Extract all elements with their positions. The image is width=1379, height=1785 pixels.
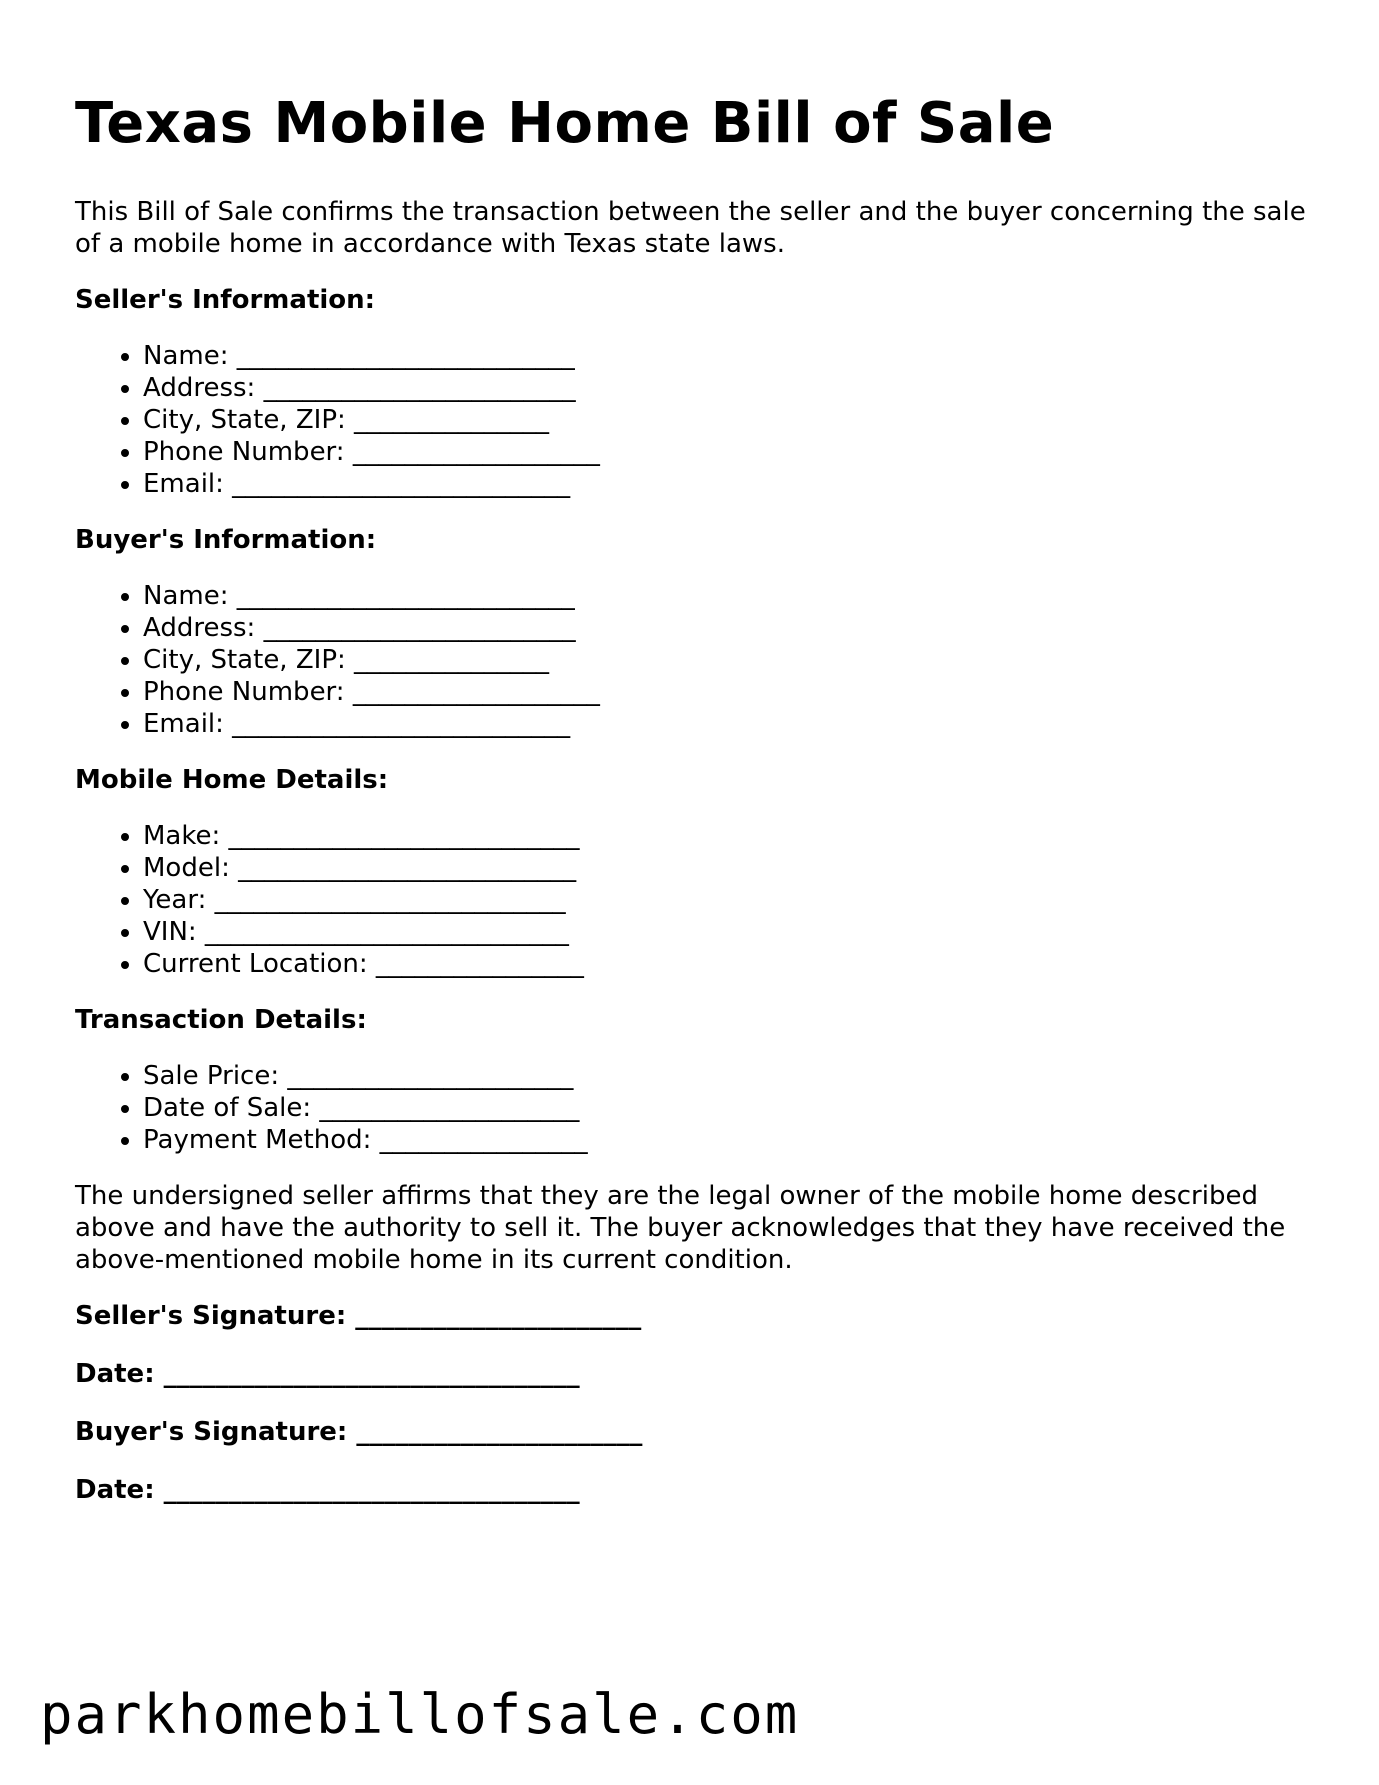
transaction-section-heading: Transaction Details: <box>75 1005 367 1036</box>
seller-city-state-zip-field: • City, State, ZIP: _______________ <box>143 404 1315 436</box>
buyer-address-field: • Address: ________________________ <box>143 612 1315 644</box>
intro-paragraph: This Bill of Sale confirms the transaction between the seller and the buyer concerning the sale of a mobile home in accordance with Texas state laws. <box>75 197 1306 260</box>
buyer-date-line: Date: ________________________________ <box>75 1475 580 1506</box>
mobile-home-details-list <box>75 820 1315 980</box>
buyer-email-field: • Email: __________________________ <box>143 708 1315 740</box>
seller-date-line: Date: ________________________________ <box>75 1359 580 1390</box>
document-page <box>75 92 1315 1532</box>
buyer-info-list <box>75 580 1315 740</box>
footer-watermark: parkhomebillofsale.com <box>40 1683 800 1746</box>
mobile-home-vin-field: • VIN: ____________________________ <box>143 916 1315 948</box>
buyer-name-field: • Name: __________________________ <box>143 580 1315 612</box>
date-of-sale-field: • Date of Sale: ____________________ <box>143 1092 1315 1124</box>
seller-phone-field: • Phone Number: ___________________ <box>143 436 1315 468</box>
seller-section-heading: Seller's Information: <box>75 285 376 316</box>
mobile-home-location-field: • Current Location: ________________ <box>143 948 1315 980</box>
buyer-phone-field: • Phone Number: ___________________ <box>143 676 1315 708</box>
seller-info-list <box>75 340 1315 500</box>
buyer-section-heading: Buyer's Information: <box>75 525 377 556</box>
document-title: Texas Mobile Home Bill of Sale <box>75 91 1055 156</box>
sale-price-field: • Sale Price: ______________________ <box>143 1060 1315 1092</box>
buyer-signature-line: Buyer's Signature: ______________________ <box>75 1417 643 1448</box>
seller-name-field: • Name: __________________________ <box>143 340 1315 372</box>
mobile-home-section-heading: Mobile Home Details: <box>75 765 389 796</box>
payment-method-field: • Payment Method: ________________ <box>143 1124 1315 1156</box>
seller-address-field: • Address: ________________________ <box>143 372 1315 404</box>
seller-signature-line: Seller's Signature: ______________________ <box>75 1301 642 1332</box>
buyer-city-state-zip-field: • City, State, ZIP: _______________ <box>143 644 1315 676</box>
transaction-details-list <box>75 1060 1315 1156</box>
mobile-home-year-field: • Year: ___________________________ <box>143 884 1315 916</box>
mobile-home-model-field: • Model: __________________________ <box>143 852 1315 884</box>
mobile-home-make-field: • Make: ___________________________ <box>143 820 1315 852</box>
seller-email-field: • Email: __________________________ <box>143 468 1315 500</box>
affirmation-paragraph: The undersigned seller affirms that they are the legal owner of the mobile home described above and have the authority to sell it. The buyer acknowledges that they have received the above-mentioned mobile home in its current condition. <box>75 1181 1286 1276</box>
